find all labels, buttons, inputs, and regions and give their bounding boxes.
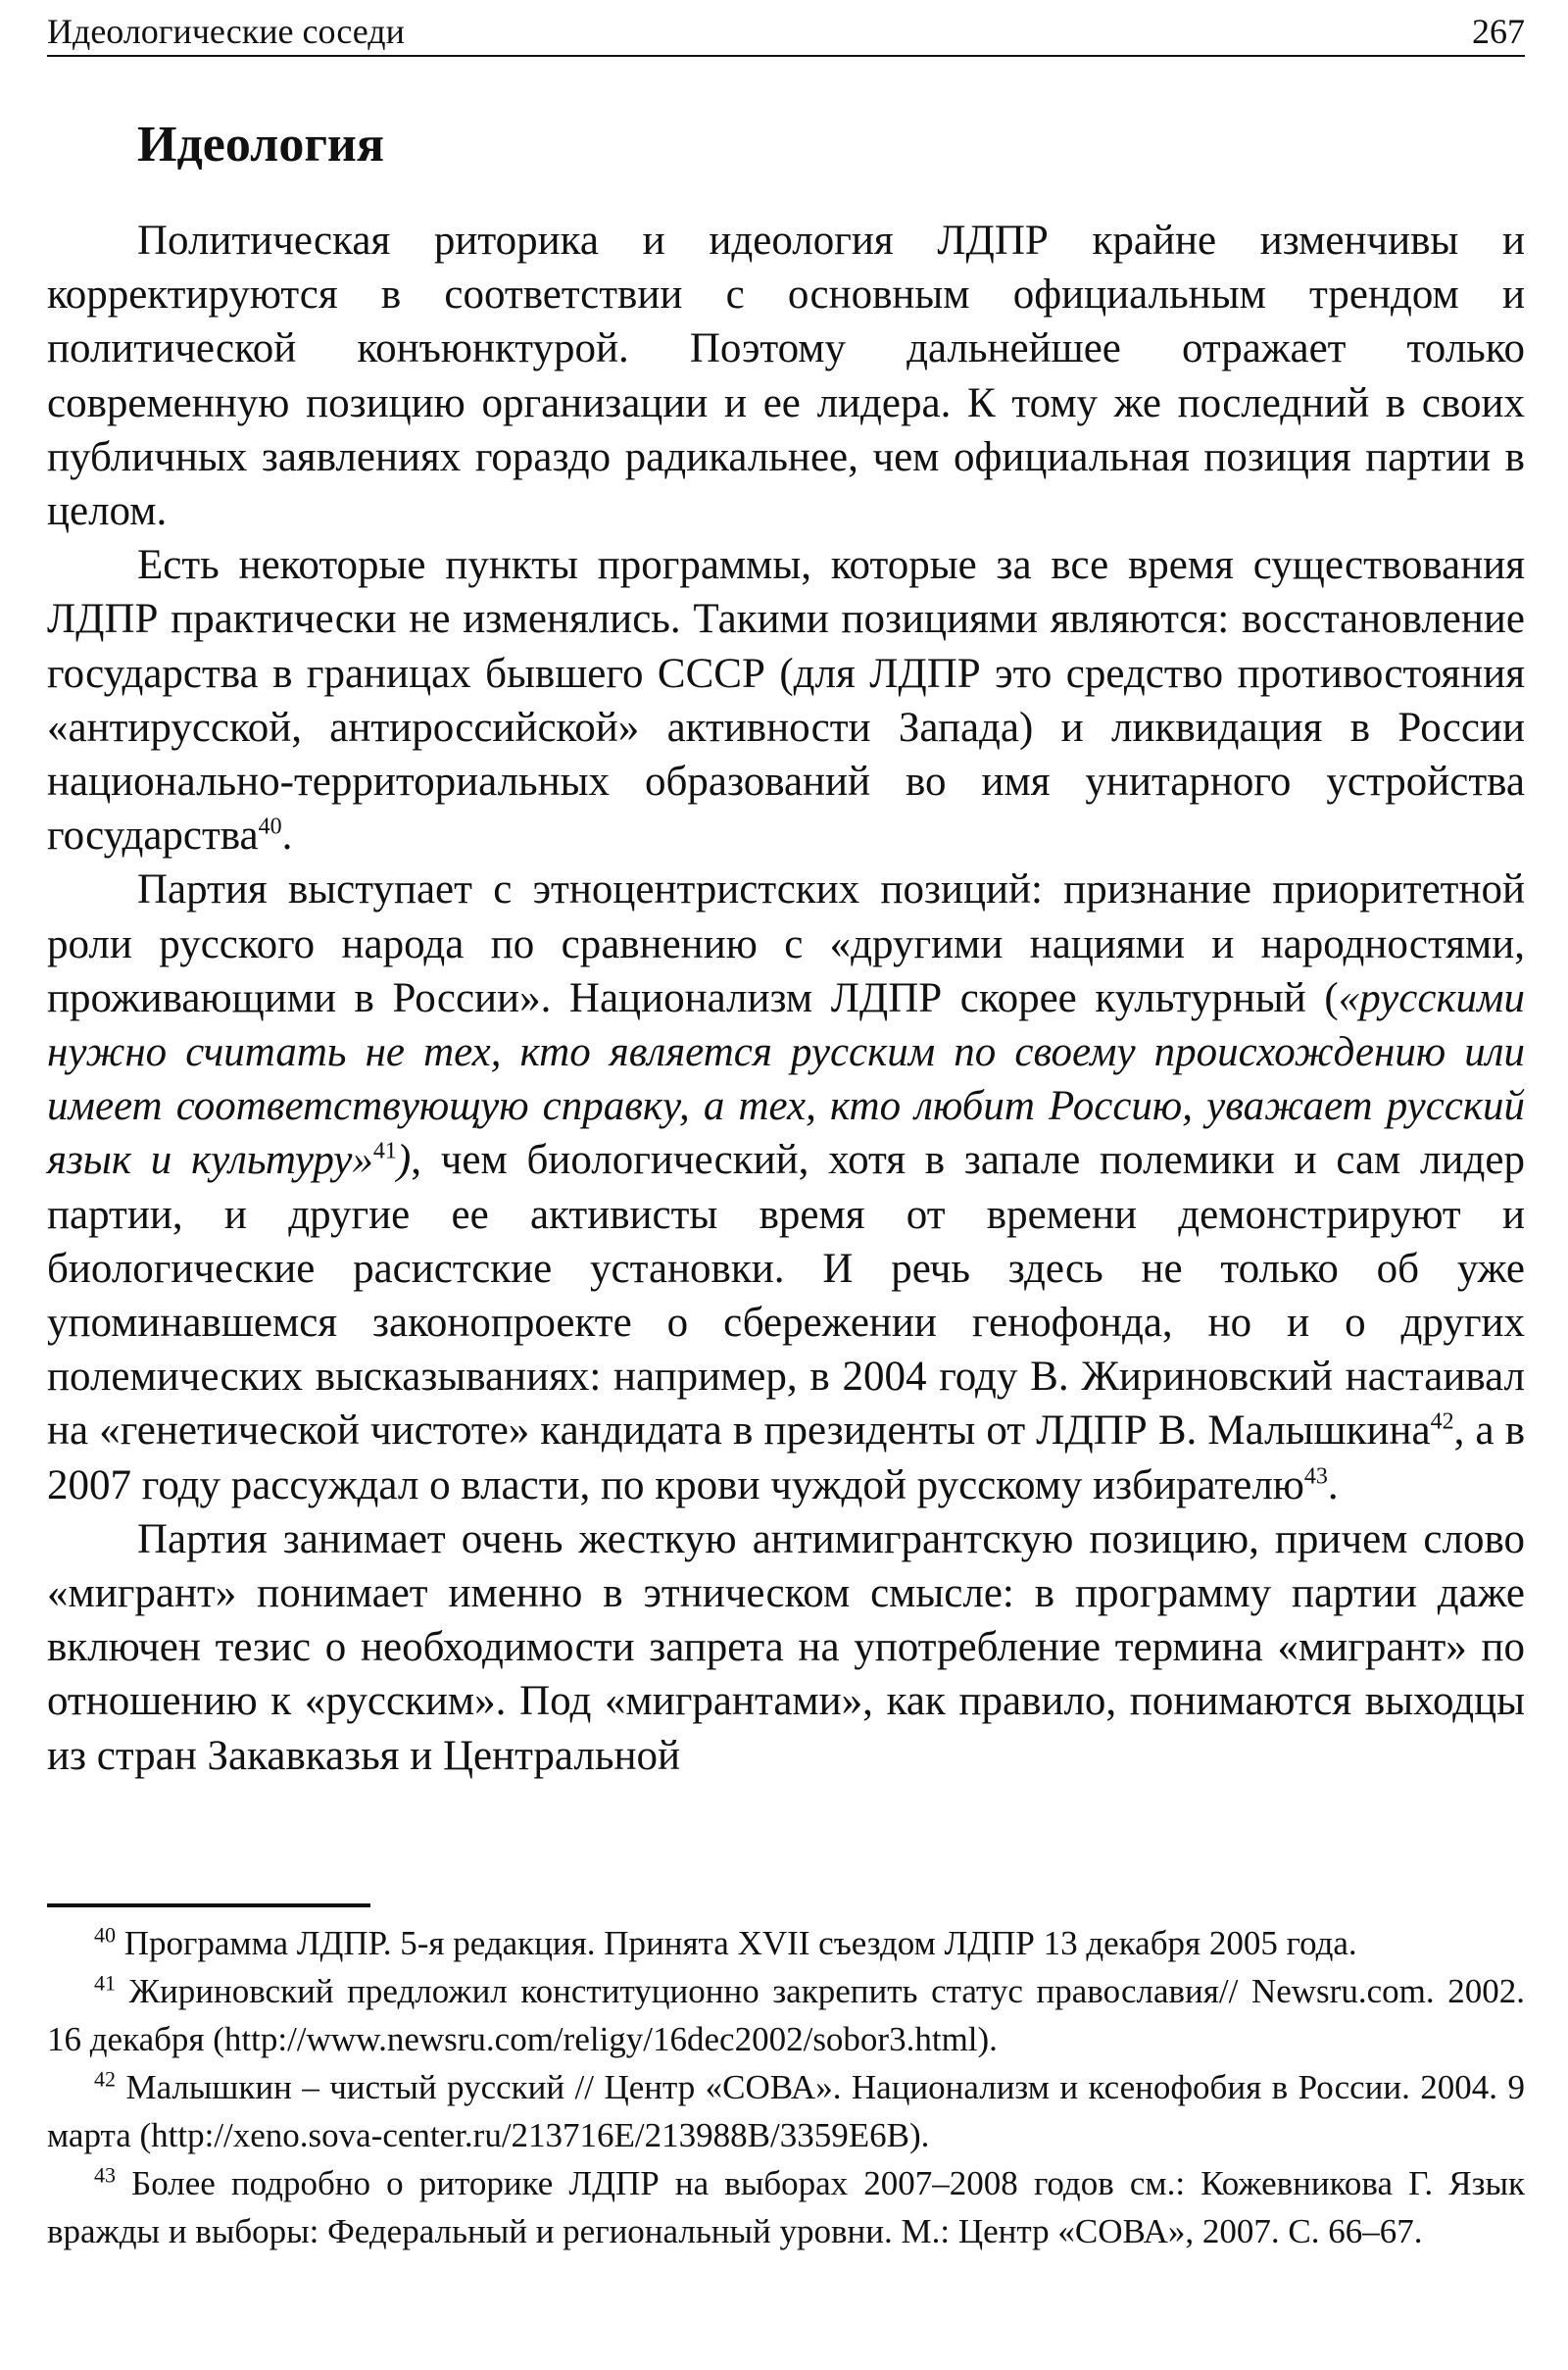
closing-paren: ) — [396, 1137, 412, 1184]
paragraph-2 — [47, 538, 1525, 863]
footnotes — [47, 1919, 1525, 2255]
footnote-separator — [47, 1903, 370, 1907]
footnote-text: Программа ЛДПР. 5-я редакция. Принята XVII съездом ЛДПР 13 декабря 2005 года. — [116, 1924, 1357, 1962]
body-text — [47, 214, 1525, 1783]
footnote-number: 43 — [94, 2162, 116, 2188]
section-title: Идеология — [137, 117, 385, 173]
paragraph-3-start: Партия выступает с этноцентристских позиций: признание приоритетной роли русского народа по сравнению с «другими нациями и народностями, проживающими в России». Национализм ЛДПР скорее культурный ( — [47, 866, 1525, 1021]
footnote-40 — [47, 1919, 1525, 1967]
paragraph-4: Партия занимает очень жесткую антимигрантскую позицию, причем слово «мигрант» понимает именно в этническом смысле: в программу партии даже включен тезис о необходимости запрета на употребление термина «мигрант» по отношению к «русским». Под «мигрантами», как правило, понимаются выходцы из стран Закавказья и Центральной — [47, 1515, 1525, 1779]
quote-zhirinovsky: «русскими нужно считать не тех, кто является русским по своему происхождению или имеет соответствующую справку, а тех, кто любит Россию, уважает русский язык и культуру» — [47, 974, 1525, 1184]
page-number: 267 — [1472, 12, 1525, 51]
paragraph-1: Политическая риторика и идеология ЛДПР крайне изменчивы и корректируются в соответствии с основным официальным трендом и политической конъюнктурой. Поэтому дальнейшее отражает только современную позицию организации и ее лидера. К тому же последний в своих публичных заявлениях гораздо радикальнее, чем официальная позиция партии в целом. — [47, 218, 1525, 535]
footnote-text: Более подробно о риторике ЛДПР на выборах 2007–2008 годов см.: Кожевникова Г. Язык вражды и выборы: Федеральный и региональный уровни. М.: Центр «СОВА», 2007. С. 66–67. — [47, 2164, 1525, 2250]
paragraph-3-middle-2: , а в 2007 году рассуждал о власти, по крови чуждой русскому избирателю — [47, 1407, 1525, 1508]
footnote-number: 42 — [94, 2066, 116, 2092]
footnote-ref-43[interactable]: 43 — [1303, 1463, 1328, 1490]
paragraph-2-end: . — [281, 813, 293, 860]
footnote-text: Малышкин – чистый русский // Центр «СОВА». Национализм и ксенофобия в России. 2004. 9 марта (http://xeno.sova-center.ru/213716E/213988B/3359E6B). — [47, 2068, 1525, 2154]
footnote-number: 40 — [94, 1922, 116, 1948]
paragraph-2-text: Есть некоторые пункты программы, которые за все время существования ЛДПР практически не изменялись. Такими позициями являются: восстановление государства в границах бывшего СССР (для ЛДПР это средство противостояния «антирусской, антироссийской» активности Запада) и ликвидация в России национально-территориальных образований во имя унитарного устройства государства — [47, 542, 1525, 860]
footnote-ref-41[interactable]: 41 — [372, 1139, 397, 1165]
footnote-ref-42[interactable]: 42 — [1430, 1409, 1454, 1436]
paragraph-3-end: . — [1327, 1461, 1339, 1508]
footnote-42 — [47, 2063, 1525, 2159]
footnote-41 — [47, 1967, 1525, 2063]
running-header — [47, 4, 1525, 57]
footnote-ref-40[interactable]: 40 — [258, 814, 282, 840]
paragraph-3 — [47, 863, 1525, 1511]
footnote-number: 41 — [94, 1970, 116, 1996]
footnote-43 — [47, 2159, 1525, 2255]
footnote-text: Жириновский предложил конституционно закрепить статус православия// Newsru.com. 2002. 16 декабря (http://www.newsru.com/religy/16dec2002/sobor3.html). — [47, 1972, 1525, 2058]
paragraph-3-middle: , чем биологический, хотя в запале полемики и сам лидер партии, и другие ее активисты время от времени демонстрируют и биологические расистские установки. И речь здесь не только об уже упоминавшемся законопроекте о сбережении генофонда, но и о других полемических высказываниях: например, в 2004 году В. Жириновский настаивал на «генетической чистоте» кандидата в президенты от ЛДПР В. Малышкина — [47, 1137, 1525, 1455]
running-title: Идеологические соседи — [47, 12, 405, 51]
